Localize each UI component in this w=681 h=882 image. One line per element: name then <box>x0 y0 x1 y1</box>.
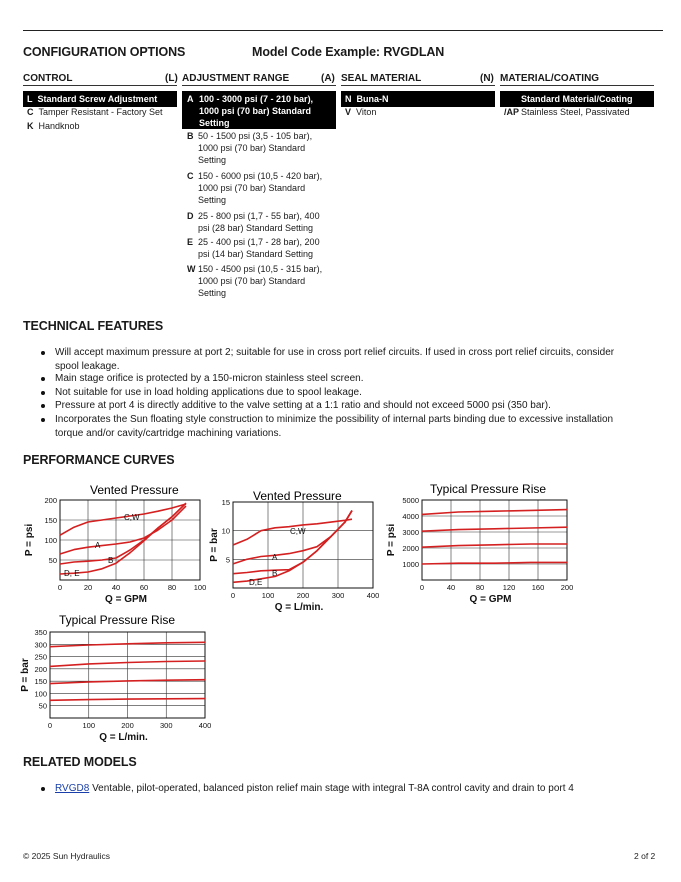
series-label: C,W <box>290 527 306 536</box>
x-tick-label: 200 <box>296 591 310 600</box>
option-code: V <box>345 107 352 117</box>
option-text: Standard Material/Coating <box>521 94 633 104</box>
feature-item <box>55 386 655 400</box>
x-axis-label: Q = GPM <box>105 594 147 605</box>
seal-option-selected[interactable] <box>341 91 495 107</box>
option-line: 50 - 1500 psi (3,5 - 105 bar), <box>198 131 313 141</box>
chart-pressure-rise-lpm <box>20 610 215 742</box>
x-axis-label: Q = GPM <box>469 594 512 605</box>
x-tick-label: 400 <box>366 591 380 600</box>
feature-item <box>55 399 655 413</box>
series-line <box>60 506 186 554</box>
col-seal-rule <box>341 85 495 86</box>
col-seal-label: SEAL MATERIAL <box>341 73 422 84</box>
x-tick-label: 100 <box>193 583 207 592</box>
material-option[interactable] <box>504 106 630 118</box>
adjust-option-selected[interactable] <box>182 91 336 129</box>
y-tick-label: 100 <box>34 689 47 699</box>
performance-title: PERFORMANCE CURVES <box>23 453 175 467</box>
bullet-icon <box>41 404 45 408</box>
series-label: B <box>108 556 114 565</box>
col-material-rule <box>500 85 654 86</box>
x-axis-label: Q = L/min. <box>274 602 324 613</box>
y-tick-label: 150 <box>34 677 47 687</box>
col-adjust-rule <box>182 85 336 86</box>
option-text: Standard Screw Adjustment <box>37 94 158 104</box>
footer-copyright: © 2025 Sun Hydraulics <box>23 851 111 861</box>
feature-line: Not suitable for use in load holding applications due to spool leakage. <box>55 387 362 398</box>
feature-line: spool leakage. <box>55 360 120 372</box>
control-option[interactable] <box>27 106 163 118</box>
related-model-link[interactable]: RVGD8 <box>55 783 90 794</box>
option-line: psi (28 bar) Standard Setting <box>198 223 314 233</box>
chart-vented-pressure-lpm <box>205 486 385 614</box>
series-line <box>422 544 567 547</box>
option-line: 150 - 6000 psi (10,5 - 420 bar), <box>198 171 323 181</box>
option-line: Setting <box>198 288 227 298</box>
x-tick-label: 400 <box>198 721 212 730</box>
y-tick-label: 5 <box>225 555 230 565</box>
x-tick-label: 20 <box>83 583 93 592</box>
y-tick-label: 50 <box>38 701 47 711</box>
related-item <box>55 782 655 796</box>
option-line: Setting <box>199 118 230 128</box>
x-tick-label: 120 <box>502 583 516 592</box>
option-line: Setting <box>198 155 227 165</box>
adjust-option[interactable] <box>187 130 312 166</box>
y-axis-label: P = bar <box>209 528 220 562</box>
option-code: W <box>187 264 196 274</box>
chart-title: Typical Pressure Rise <box>430 482 547 496</box>
y-tick-label: 50 <box>48 556 57 565</box>
option-code: K <box>27 121 34 131</box>
option-code: D <box>187 211 194 221</box>
option-line: 100 - 3000 psi (7 - 210 bar), <box>199 94 314 104</box>
related-title: RELATED MODELS <box>23 755 137 769</box>
option-code: E <box>187 237 194 247</box>
option-line: 1000 psi (70 bar) Standard <box>198 143 306 153</box>
y-tick-label: 300 <box>34 640 47 650</box>
y-tick-label: 10 <box>221 526 230 536</box>
series-line <box>60 503 186 564</box>
x-tick-label: 0 <box>57 583 63 592</box>
option-code: C <box>27 107 34 117</box>
col-adjust-code: (A) <box>321 73 335 84</box>
y-tick-label: 150 <box>44 516 57 525</box>
option-line: 150 - 4500 psi (10,5 - 315 bar), <box>198 264 323 274</box>
option-code: /AP <box>504 107 520 117</box>
option-text: Handknob <box>38 121 80 131</box>
bullet-icon <box>41 391 45 395</box>
option-line: 1000 psi (70 bar) Standard <box>199 106 312 116</box>
option-code: B <box>187 131 194 141</box>
y-tick-label: 200 <box>34 664 47 674</box>
y-tick-label: 5000 <box>402 496 419 505</box>
series-line <box>422 527 567 531</box>
option-line: psi (14 bar) Standard Setting <box>198 249 314 259</box>
feature-item <box>55 346 655 373</box>
x-tick-label: 160 <box>531 583 545 592</box>
option-text: Stainless Steel, Passivated <box>521 107 630 117</box>
seal-option[interactable] <box>345 106 376 118</box>
x-tick-label: 0 <box>47 721 53 730</box>
option-text: Buna-N <box>356 94 389 104</box>
option-code: L <box>27 94 33 104</box>
x-tick-label: 100 <box>261 591 275 600</box>
x-tick-label: 200 <box>121 721 134 730</box>
series-line <box>60 504 186 535</box>
feature-line: torque and/or cavity/cartridge machining variations. <box>55 427 282 439</box>
option-line: 25 - 400 psi (1,7 - 28 bar), 200 <box>198 237 320 247</box>
feature-line: Incorporates the Sun floating style construction to minimize the possibility of internal parts binding due to excessive installation <box>55 414 614 425</box>
option-code: A <box>187 94 194 104</box>
series-line <box>60 503 186 574</box>
option-text: Viton <box>356 107 377 117</box>
y-tick-label: 1000 <box>402 560 419 569</box>
x-tick-label: 0 <box>230 591 236 600</box>
x-tick-label: 100 <box>82 721 96 730</box>
bullet-icon <box>41 418 45 422</box>
series-label: C,W <box>124 513 140 522</box>
option-text: Tamper Resistant - Factory Set <box>38 107 163 117</box>
control-option[interactable] <box>27 120 80 132</box>
col-material-label: MATERIAL/COATING <box>500 73 600 84</box>
y-tick-label: 3000 <box>402 528 419 537</box>
model-code-example: Model Code Example: RVGDLAN <box>252 45 445 59</box>
x-tick-label: 300 <box>159 721 173 730</box>
y-tick-label: 100 <box>44 536 57 545</box>
series-label: B <box>272 569 278 578</box>
col-adjust-label: ADJUSTMENT RANGE <box>182 73 290 84</box>
x-tick-label: 60 <box>139 583 149 592</box>
option-line: Setting <box>198 195 227 205</box>
option-code: C <box>187 171 194 181</box>
y-axis-label: P = psi <box>24 523 35 557</box>
footer-page-number: 2 of 2 <box>634 851 656 861</box>
x-tick-label: 80 <box>167 583 177 592</box>
option-line: 25 - 800 psi (1,7 - 55 bar), 400 <box>198 211 320 221</box>
y-tick-label: 2000 <box>402 544 419 553</box>
y-tick-label: 15 <box>221 498 230 507</box>
option-line: 1000 psi (70 bar) Standard <box>198 183 306 193</box>
bullet-icon <box>41 377 45 381</box>
adjust-option[interactable] <box>187 170 322 206</box>
control-option-selected[interactable] <box>23 91 177 107</box>
x-tick-label: 40 <box>446 583 456 592</box>
y-axis-label: P = bar <box>20 658 31 692</box>
col-control-rule <box>23 85 177 86</box>
features-title: TECHNICAL FEATURES <box>23 319 164 333</box>
bullet-icon <box>41 351 45 355</box>
series-line <box>233 511 352 574</box>
option-code: N <box>345 94 352 104</box>
material-option-selected[interactable] <box>500 91 654 107</box>
option-line: 1000 psi (70 bar) Standard <box>198 276 306 286</box>
feature-line: Will accept maximum pressure at port 2; suitable for use in cross port relief circuits. If used in cross port relief circuits, consider <box>55 347 615 358</box>
y-tick-label: 200 <box>44 496 57 505</box>
top-rule <box>23 30 663 31</box>
feature-item <box>55 372 655 386</box>
series-label: D,E <box>249 578 263 587</box>
x-tick-label: 40 <box>111 583 121 592</box>
chart-title: Vented Pressure <box>90 483 179 497</box>
col-control-code: (L) <box>165 73 178 84</box>
x-tick-label: 80 <box>475 583 485 592</box>
chart-title: Vented Pressure <box>253 489 342 503</box>
series-label: D, E <box>64 569 80 578</box>
col-control-label: CONTROL <box>23 73 73 84</box>
adjust-option[interactable] <box>187 210 320 234</box>
feature-line: Main stage orifice is protected by a 150-micron stainless steel screen. <box>55 373 364 384</box>
y-axis-label: P = psi <box>386 523 397 557</box>
feature-line: Pressure at port 4 is directly additive to the valve setting at a 1:1 ratio and should not exceed 5000 psi (350 bar). <box>55 400 551 411</box>
x-tick-label: 200 <box>560 583 574 592</box>
related-model-description: Ventable, pilot-operated, balanced piston relief main stage with integral T-8A control cavity and drain to port 4 <box>92 783 574 794</box>
adjust-option[interactable] <box>187 236 320 260</box>
x-tick-label: 0 <box>419 583 425 592</box>
series-label: A <box>272 553 278 562</box>
y-tick-label: 350 <box>34 628 47 637</box>
x-axis-label: Q = L/min. <box>99 732 148 742</box>
adjust-option[interactable] <box>187 263 322 299</box>
x-tick-label: 300 <box>331 591 345 600</box>
feature-item <box>55 413 655 440</box>
series-line <box>422 510 567 515</box>
chart-title: Typical Pressure Rise <box>59 613 176 627</box>
y-tick-label: 250 <box>34 652 47 662</box>
col-seal-code: (N) <box>480 73 494 84</box>
config-title: CONFIGURATION OPTIONS <box>23 45 186 59</box>
series-label: A <box>95 541 101 550</box>
y-tick-label: 4000 <box>402 512 419 521</box>
chart-vented-pressure-gpm <box>20 480 215 610</box>
bullet-icon <box>41 787 45 791</box>
chart-pressure-rise-gpm <box>382 480 577 608</box>
